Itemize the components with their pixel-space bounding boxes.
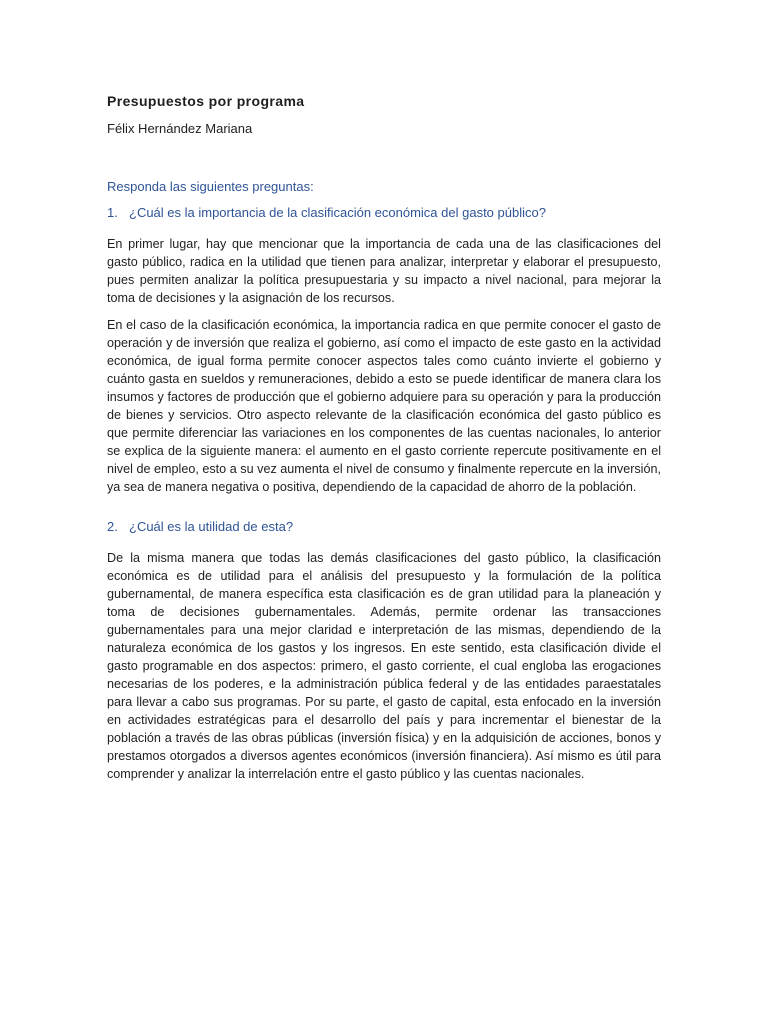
answer-1-paragraph-1: En primer lugar, hay que mencionar que la importancia de cada una de las clasificaciones del gasto público, radica en la utilidad que tienen para analizar, interpretar y elaborar el presupuesto, pues permiten analizar la política presupuestaria y su impacto a nivel nacional, para mejorar la toma de decisiones y la asignación de los recursos. <box>107 237 661 305</box>
document-title: Presupuestos por programa <box>107 93 305 109</box>
question-number: 2. <box>107 519 118 534</box>
document-author: Félix Hernández Mariana <box>107 121 253 136</box>
answer-1-paragraph-2: En el caso de la clasificación económica, la importancia radica en que permite conocer el gasto de operación y de inversión que realiza el gobierno, así como el impacto de este gasto en la actividad económica, de igual forma permite conocer aspectos tales como cuánto invierte el gobierno y cuánto gasta en sueldos y remuneraciones, debido a esto se puede identificar de manera clara los insumos y factores de producción que el gobierno adquiere para su operación y para la producción de bienes y servicios. Otro aspecto relevante de la clasificación económica del gasto público es que permite diferenciar las variaciones en los componentes de las cuentas nacionales, lo anterior se explica de la siguiente manera: el aumento en el gasto corriente repercute positivamente en el nivel de empleo, esto a su vez aumenta el nivel de consumo y finalmente repercute en la inversión, ya sea de manera negativa o positiva, dependiendo de la capacidad de ahorro de la población. <box>107 318 661 494</box>
question-1 <box>107 204 661 222</box>
question-text: ¿Cuál es la utilidad de esta? <box>129 519 294 534</box>
instructions-heading: Responda las siguientes preguntas: <box>107 179 314 194</box>
question-number: 1. <box>107 205 118 220</box>
question-2 <box>107 518 661 536</box>
document-page <box>107 88 661 783</box>
question-text: ¿Cuál es la importancia de la clasificación económica del gasto público? <box>129 205 546 220</box>
answer-2-paragraph-1: De la misma manera que todas las demás clasificaciones del gasto público, la clasificación económica es de utilidad para el análisis del presupuesto y la formulación de la política gubernamental, de manera específica esta clasificación es de gran utilidad para la planeación y toma de decisiones gubernamentales. Además, permite ordenar las transacciones gubernamentales para una mejor claridad e interpretación de las mismas, dependiendo de la naturaleza económica de los gastos y los ingresos. En este sentido, esta clasificación divide el gasto programable en dos aspectos: primero, el gasto corriente, el cual engloba las erogaciones necesarias de los poderes, e la administración pública federal y de las entidades paraestatales para llevar a cabo sus programas. Por su parte, el gasto de capital, esta enfocado en la inversión en actividades estratégicas para el desarrollo del país y para incrementar el bienestar de la población a través de las obras públicas (inversión física) y en la adquisición de acciones, bonos y prestamos otorgados a diversos agentes económicos (inversión financiera). Así mismo es útil para comprender y analizar la interrelación entre el gasto público y las cuentas nacionales. <box>107 551 661 781</box>
